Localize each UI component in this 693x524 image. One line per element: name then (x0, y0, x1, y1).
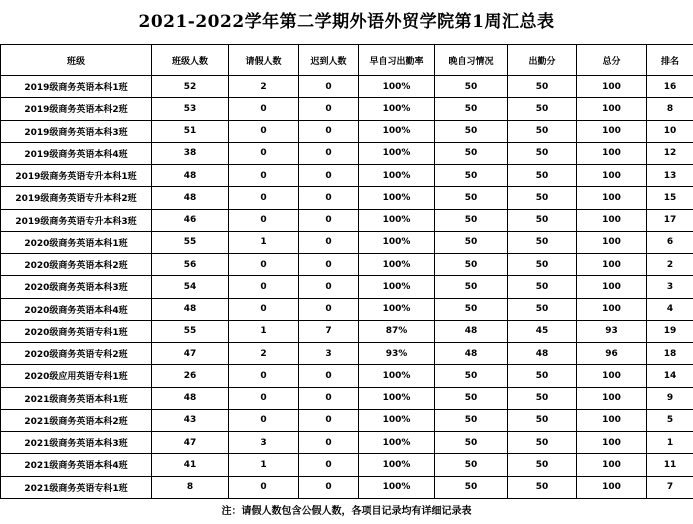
table-row (1, 409, 693, 431)
cell-leave: 0 (229, 98, 299, 120)
cell-class: 2021级商务英语本科2班 (1, 409, 152, 431)
cell-size: 52 (152, 76, 229, 98)
cell-morning-attendance: 100% (359, 142, 435, 164)
cell-evening-study: 50 (435, 120, 508, 142)
cell-evening-study: 50 (435, 142, 508, 164)
cell-rank: 3 (647, 276, 693, 298)
cell-class: 2019级商务英语专升本科3班 (1, 209, 152, 231)
table-row (1, 298, 693, 320)
cell-leave: 1 (229, 231, 299, 253)
cell-leave: 0 (229, 254, 299, 276)
column-header-morning-attendance: 早自习出勤率 (359, 45, 435, 76)
cell-class: 2020级商务英语本科3班 (1, 276, 152, 298)
cell-size: 54 (152, 276, 229, 298)
cell-size: 56 (152, 254, 229, 276)
cell-morning-attendance: 100% (359, 254, 435, 276)
cell-late: 0 (299, 76, 359, 98)
column-header-class: 班级 (1, 45, 152, 76)
cell-leave: 3 (229, 432, 299, 454)
cell-late: 0 (299, 365, 359, 387)
table-row (1, 209, 693, 231)
cell-late: 0 (299, 187, 359, 209)
cell-total-score: 100 (577, 387, 647, 409)
cell-total-score: 100 (577, 276, 647, 298)
cell-class: 2019级商务英语本科4班 (1, 142, 152, 164)
cell-class: 2020级商务英语本科2班 (1, 254, 152, 276)
cell-class: 2020级商务英语专科1班 (1, 320, 152, 342)
cell-morning-attendance: 100% (359, 76, 435, 98)
cell-size: 46 (152, 209, 229, 231)
table-row (1, 254, 693, 276)
cell-evening-study: 50 (435, 387, 508, 409)
table-row (1, 343, 693, 365)
page-title: 2021-2022学年第二学期外语外贸学院第1周汇总表 (138, 12, 555, 32)
cell-attendance-score: 50 (508, 231, 577, 253)
cell-leave: 0 (229, 365, 299, 387)
cell-attendance-score: 50 (508, 298, 577, 320)
table-header (1, 45, 693, 76)
cell-morning-attendance: 100% (359, 365, 435, 387)
cell-rank: 8 (647, 98, 693, 120)
cell-leave: 0 (229, 387, 299, 409)
cell-attendance-score: 50 (508, 120, 577, 142)
cell-total-score: 100 (577, 76, 647, 98)
cell-class: 2021级商务英语本科1班 (1, 387, 152, 409)
cell-morning-attendance: 100% (359, 409, 435, 431)
cell-total-score: 96 (577, 343, 647, 365)
table-row (1, 165, 693, 187)
cell-attendance-score: 50 (508, 209, 577, 231)
cell-rank: 5 (647, 409, 693, 431)
cell-evening-study: 50 (435, 276, 508, 298)
cell-leave: 0 (229, 209, 299, 231)
cell-morning-attendance: 100% (359, 165, 435, 187)
table-row (1, 98, 693, 120)
cell-rank: 4 (647, 298, 693, 320)
cell-attendance-score: 50 (508, 98, 577, 120)
cell-morning-attendance: 100% (359, 454, 435, 476)
cell-attendance-score: 50 (508, 276, 577, 298)
table-row (1, 76, 693, 98)
cell-morning-attendance: 100% (359, 187, 435, 209)
cell-class: 2020级商务英语本科4班 (1, 298, 152, 320)
column-header-leave: 请假人数 (229, 45, 299, 76)
cell-total-score: 100 (577, 209, 647, 231)
cell-size: 48 (152, 298, 229, 320)
cell-total-score: 93 (577, 320, 647, 342)
cell-attendance-score: 50 (508, 387, 577, 409)
column-header-evening-study: 晚自习情况 (435, 45, 508, 76)
table-row (1, 432, 693, 454)
cell-late: 0 (299, 454, 359, 476)
cell-rank: 17 (647, 209, 693, 231)
cell-evening-study: 50 (435, 454, 508, 476)
cell-size: 41 (152, 454, 229, 476)
cell-total-score: 100 (577, 476, 647, 498)
cell-rank: 7 (647, 476, 693, 498)
table-row (1, 476, 693, 498)
cell-class: 2021级商务英语本科3班 (1, 432, 152, 454)
table-row (1, 276, 693, 298)
cell-rank: 10 (647, 120, 693, 142)
cell-leave: 0 (229, 298, 299, 320)
cell-class: 2019级商务英语本科3班 (1, 120, 152, 142)
cell-total-score: 100 (577, 454, 647, 476)
cell-evening-study: 50 (435, 231, 508, 253)
table-row (1, 387, 693, 409)
cell-morning-attendance: 100% (359, 120, 435, 142)
column-header-size: 班级人数 (152, 45, 229, 76)
cell-late: 3 (299, 343, 359, 365)
cell-leave: 0 (229, 142, 299, 164)
column-header-late: 迟到人数 (299, 45, 359, 76)
cell-class: 2019级商务英语本科2班 (1, 98, 152, 120)
cell-rank: 13 (647, 165, 693, 187)
cell-evening-study: 50 (435, 165, 508, 187)
cell-evening-study: 50 (435, 476, 508, 498)
cell-morning-attendance: 100% (359, 387, 435, 409)
cell-size: 55 (152, 231, 229, 253)
cell-late: 0 (299, 120, 359, 142)
cell-total-score: 100 (577, 409, 647, 431)
cell-rank: 9 (647, 387, 693, 409)
cell-late: 0 (299, 254, 359, 276)
cell-morning-attendance: 87% (359, 320, 435, 342)
cell-total-score: 100 (577, 165, 647, 187)
cell-evening-study: 50 (435, 98, 508, 120)
cell-rank: 15 (647, 187, 693, 209)
cell-morning-attendance: 100% (359, 298, 435, 320)
cell-leave: 1 (229, 454, 299, 476)
cell-size: 38 (152, 142, 229, 164)
table-body (1, 76, 693, 499)
cell-attendance-score: 50 (508, 454, 577, 476)
cell-size: 43 (152, 409, 229, 431)
cell-late: 0 (299, 209, 359, 231)
cell-class: 2020级商务英语专科2班 (1, 343, 152, 365)
cell-leave: 2 (229, 343, 299, 365)
cell-evening-study: 48 (435, 320, 508, 342)
cell-total-score: 100 (577, 142, 647, 164)
cell-leave: 2 (229, 76, 299, 98)
cell-size: 53 (152, 98, 229, 120)
table-row (1, 231, 693, 253)
table-row (1, 365, 693, 387)
summary-table (0, 44, 693, 499)
table-row (1, 454, 693, 476)
cell-attendance-score: 50 (508, 187, 577, 209)
cell-attendance-score: 50 (508, 76, 577, 98)
cell-attendance-score: 50 (508, 409, 577, 431)
cell-morning-attendance: 100% (359, 276, 435, 298)
table-row (1, 187, 693, 209)
cell-morning-attendance: 100% (359, 98, 435, 120)
cell-evening-study: 50 (435, 365, 508, 387)
cell-rank: 12 (647, 142, 693, 164)
header-row (1, 45, 693, 76)
cell-leave: 0 (229, 120, 299, 142)
cell-leave: 0 (229, 409, 299, 431)
cell-class: 2021级商务英语本科4班 (1, 454, 152, 476)
cell-rank: 2 (647, 254, 693, 276)
cell-rank: 14 (647, 365, 693, 387)
cell-class: 2020级应用英语专科1班 (1, 365, 152, 387)
cell-class: 2019级商务英语专升本科2班 (1, 187, 152, 209)
cell-leave: 0 (229, 187, 299, 209)
cell-attendance-score: 50 (508, 476, 577, 498)
cell-late: 0 (299, 432, 359, 454)
cell-rank: 1 (647, 432, 693, 454)
cell-size: 8 (152, 476, 229, 498)
cell-leave: 0 (229, 476, 299, 498)
column-header-total-score: 总分 (577, 45, 647, 76)
cell-total-score: 100 (577, 254, 647, 276)
cell-class: 2019级商务英语本科1班 (1, 76, 152, 98)
cell-attendance-score: 48 (508, 343, 577, 365)
cell-late: 0 (299, 276, 359, 298)
cell-evening-study: 48 (435, 343, 508, 365)
column-header-attendance-score: 出勤分 (508, 45, 577, 76)
cell-size: 48 (152, 387, 229, 409)
cell-attendance-score: 50 (508, 254, 577, 276)
cell-evening-study: 50 (435, 298, 508, 320)
cell-total-score: 100 (577, 98, 647, 120)
cell-late: 0 (299, 142, 359, 164)
cell-morning-attendance: 100% (359, 432, 435, 454)
footnote: 注：请假人数包含公假人数，各项目记录均有详细记录表 (221, 506, 472, 517)
cell-late: 0 (299, 476, 359, 498)
cell-evening-study: 50 (435, 409, 508, 431)
cell-late: 0 (299, 98, 359, 120)
table-row (1, 142, 693, 164)
cell-attendance-score: 45 (508, 320, 577, 342)
table-row (1, 320, 693, 342)
cell-total-score: 100 (577, 432, 647, 454)
cell-leave: 0 (229, 276, 299, 298)
cell-total-score: 100 (577, 120, 647, 142)
table-row (1, 120, 693, 142)
cell-late: 0 (299, 409, 359, 431)
cell-morning-attendance: 100% (359, 476, 435, 498)
cell-late: 0 (299, 165, 359, 187)
cell-late: 0 (299, 387, 359, 409)
cell-size: 48 (152, 165, 229, 187)
cell-size: 47 (152, 432, 229, 454)
cell-class: 2021级商务英语专科1班 (1, 476, 152, 498)
cell-size: 26 (152, 365, 229, 387)
cell-evening-study: 50 (435, 254, 508, 276)
cell-total-score: 100 (577, 365, 647, 387)
cell-rank: 18 (647, 343, 693, 365)
cell-evening-study: 50 (435, 209, 508, 231)
cell-morning-attendance: 100% (359, 231, 435, 253)
cell-attendance-score: 50 (508, 432, 577, 454)
cell-total-score: 100 (577, 187, 647, 209)
cell-leave: 0 (229, 165, 299, 187)
cell-morning-attendance: 93% (359, 343, 435, 365)
cell-rank: 11 (647, 454, 693, 476)
cell-evening-study: 50 (435, 432, 508, 454)
cell-total-score: 100 (577, 298, 647, 320)
cell-rank: 19 (647, 320, 693, 342)
cell-late: 7 (299, 320, 359, 342)
cell-attendance-score: 50 (508, 365, 577, 387)
cell-morning-attendance: 100% (359, 209, 435, 231)
cell-attendance-score: 50 (508, 142, 577, 164)
cell-class: 2019级商务英语专升本科1班 (1, 165, 152, 187)
column-header-rank: 排名 (647, 45, 693, 76)
cell-attendance-score: 50 (508, 165, 577, 187)
cell-evening-study: 50 (435, 76, 508, 98)
cell-class: 2020级商务英语本科1班 (1, 231, 152, 253)
cell-leave: 1 (229, 320, 299, 342)
cell-evening-study: 50 (435, 187, 508, 209)
cell-late: 0 (299, 298, 359, 320)
cell-total-score: 100 (577, 231, 647, 253)
cell-size: 47 (152, 343, 229, 365)
cell-size: 55 (152, 320, 229, 342)
cell-rank: 16 (647, 76, 693, 98)
cell-size: 48 (152, 187, 229, 209)
cell-rank: 6 (647, 231, 693, 253)
cell-size: 51 (152, 120, 229, 142)
cell-late: 0 (299, 231, 359, 253)
